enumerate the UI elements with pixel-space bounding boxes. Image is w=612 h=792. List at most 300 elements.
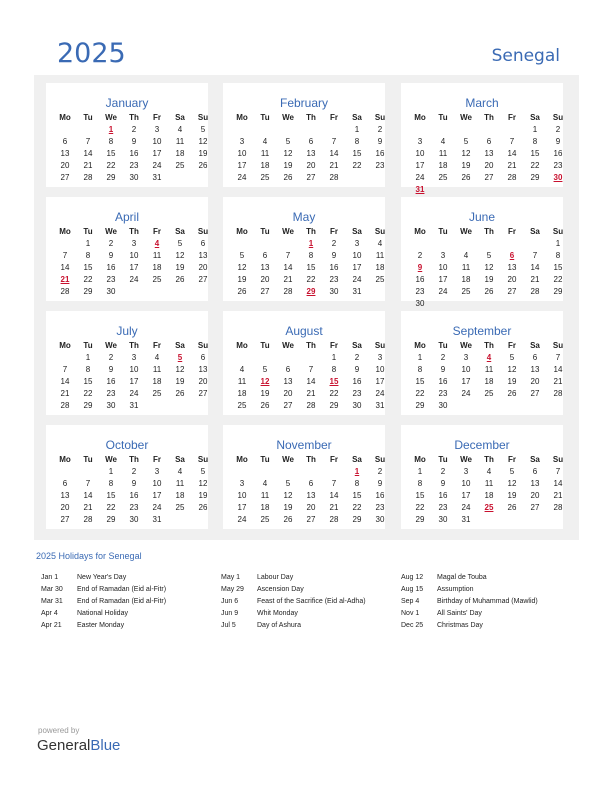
holiday-entry <box>41 610 128 617</box>
day-cell: 24 <box>461 389 471 398</box>
holiday-date: May 29 <box>221 586 244 593</box>
day-cell: 6 <box>62 479 68 488</box>
holiday-entry <box>221 610 298 617</box>
day-cell: 11 <box>175 479 185 488</box>
day-cell: 29 <box>415 401 425 410</box>
month-december <box>401 425 563 529</box>
holiday-name: Easter Monday <box>77 622 125 629</box>
day-cell: 13 <box>484 149 494 158</box>
day-cell: 23 <box>129 161 139 170</box>
day-cell: 10 <box>152 479 162 488</box>
weekday-header: Su <box>374 113 386 122</box>
month-august <box>223 311 385 415</box>
day-cell: 23 <box>129 503 139 512</box>
day-cell: 13 <box>507 263 517 272</box>
day-cell: 17 <box>129 263 139 272</box>
day-cell: 29 <box>553 287 563 296</box>
day-cell: 28 <box>60 287 70 296</box>
day-cell: 29 <box>352 515 362 524</box>
day-cell: 17 <box>152 149 162 158</box>
weekday-header: Mo <box>414 113 426 122</box>
day-cell: 7 <box>331 479 337 488</box>
day-cell: 2 <box>555 125 561 134</box>
day-cell: 26 <box>198 503 208 512</box>
day-cell: 2 <box>417 251 423 260</box>
day-cell: 23 <box>106 389 116 398</box>
day-cell: 27 <box>60 173 70 182</box>
day-cell: 29 <box>415 515 425 524</box>
holiday-entry <box>221 598 366 605</box>
day-cell: 15 <box>106 149 116 158</box>
day-cell: 17 <box>129 377 139 386</box>
month-october <box>46 425 208 529</box>
month-title: October <box>105 438 149 452</box>
day-cell: 25 <box>461 287 471 296</box>
day-cell: 15 <box>530 149 540 158</box>
day-cell: 20 <box>198 263 208 272</box>
weekday-header: Su <box>197 227 209 236</box>
day-cell: 7 <box>509 137 515 146</box>
day-cell: 10 <box>461 479 471 488</box>
weekday-header: Sa <box>352 227 362 236</box>
day-cell: 6 <box>262 251 268 260</box>
day-cell: 7 <box>331 137 337 146</box>
holiday-date: Jun 9 <box>221 610 239 617</box>
day-cell: 8 <box>85 251 91 260</box>
day-cell: 31 <box>129 401 139 410</box>
month-title: July <box>116 324 138 338</box>
day-cell: 4 <box>262 479 268 488</box>
day-cell: 15 <box>415 377 425 386</box>
weekday-header: Su <box>197 455 209 464</box>
holiday-entry <box>221 574 293 581</box>
day-cell: 6 <box>62 137 68 146</box>
weekday-header: Mo <box>59 341 71 350</box>
day-cell: 7 <box>85 137 91 146</box>
holiday-name: Day of Ashura <box>257 622 301 629</box>
weekday-header: We <box>282 455 294 464</box>
day-cell: 26 <box>484 287 494 296</box>
weekday-header: Mo <box>236 227 248 236</box>
holiday-name: All Saints' Day <box>437 610 482 617</box>
day-cell: 1 <box>331 353 337 362</box>
month-title: September <box>452 324 512 338</box>
day-cell: 25 <box>175 503 185 512</box>
day-cell: 31 <box>152 173 162 182</box>
month-february <box>223 83 385 187</box>
day-cell: 26 <box>283 515 293 524</box>
day-cell: 25 <box>260 173 270 182</box>
day-cell: 8 <box>555 251 561 260</box>
day-cell: 8 <box>108 479 114 488</box>
day-cell: 28 <box>507 173 517 182</box>
weekday-header: Th <box>306 227 316 236</box>
holiday-name: End of Ramadan (Eid al-Fitr) <box>77 598 167 605</box>
day-cell: 15 <box>83 263 93 272</box>
day-cell: 4 <box>262 137 268 146</box>
day-cell: 11 <box>375 251 385 260</box>
day-cell: 14 <box>329 491 339 500</box>
day-cell: 3 <box>131 239 137 248</box>
day-cell: 24 <box>375 389 385 398</box>
day-cell: 20 <box>60 161 70 170</box>
day-cell: 25 <box>260 515 270 524</box>
day-cell: 10 <box>152 137 162 146</box>
day-cell: 4 <box>440 137 446 146</box>
day-cell: 16 <box>329 263 339 272</box>
day-cell: 29 <box>106 515 116 524</box>
day-cell: 3 <box>440 251 446 260</box>
holiday-name: End of Ramadan (Eid al-Fitr) <box>77 586 167 593</box>
holiday-day-cell: 25 <box>484 503 494 512</box>
day-cell: 3 <box>377 353 383 362</box>
day-cell: 19 <box>175 377 185 386</box>
holiday-date: Jun 6 <box>221 598 239 605</box>
day-cell: 5 <box>285 479 291 488</box>
day-cell: 28 <box>553 503 563 512</box>
weekday-header: Tu <box>438 113 448 122</box>
weekday-header: Tu <box>260 227 270 236</box>
holiday-day-cell: 31 <box>415 185 425 194</box>
holiday-name: Christmas Day <box>437 622 483 629</box>
month-november <box>223 425 385 529</box>
day-cell: 22 <box>415 389 425 398</box>
day-cell: 6 <box>308 137 314 146</box>
day-cell: 28 <box>83 173 93 182</box>
day-cell: 12 <box>283 149 293 158</box>
holiday-date: Apr 4 <box>41 610 58 617</box>
day-cell: 12 <box>237 263 247 272</box>
brand-logo[interactable] <box>37 737 120 754</box>
day-cell: 10 <box>129 251 139 260</box>
day-cell: 3 <box>417 137 423 146</box>
day-cell: 23 <box>375 161 385 170</box>
day-cell: 29 <box>83 287 93 296</box>
day-cell: 12 <box>283 491 293 500</box>
holiday-entry <box>41 622 124 629</box>
weekday-header: Th <box>129 227 139 236</box>
holiday-entry <box>401 622 483 629</box>
day-cell: 30 <box>106 401 116 410</box>
day-cell: 7 <box>555 467 561 476</box>
day-cell: 5 <box>486 251 492 260</box>
day-cell: 11 <box>152 365 162 374</box>
weekday-header: Sa <box>530 455 540 464</box>
day-cell: 14 <box>306 377 316 386</box>
weekday-header: Fr <box>153 227 161 236</box>
day-cell: 25 <box>175 161 185 170</box>
weekday-header: Th <box>306 341 316 350</box>
day-cell: 16 <box>438 491 448 500</box>
day-cell: 10 <box>237 491 247 500</box>
day-cell: 5 <box>509 467 515 476</box>
weekday-header: Sa <box>352 341 362 350</box>
day-cell: 2 <box>108 353 114 362</box>
day-cell: 22 <box>83 275 93 284</box>
weekday-header: Tu <box>260 455 270 464</box>
day-cell: 9 <box>108 251 114 260</box>
holiday-entry <box>401 598 538 605</box>
holiday-name: Whit Monday <box>257 610 298 617</box>
day-cell: 24 <box>152 503 162 512</box>
day-cell: 9 <box>555 137 561 146</box>
day-cell: 15 <box>306 263 316 272</box>
day-cell: 13 <box>60 149 70 158</box>
day-cell: 24 <box>461 503 471 512</box>
holiday-date: Nov 1 <box>401 610 420 617</box>
day-cell: 29 <box>329 401 339 410</box>
day-cell: 3 <box>239 479 245 488</box>
day-cell: 7 <box>555 353 561 362</box>
weekday-header: Mo <box>414 227 426 236</box>
weekday-header: Tu <box>83 227 93 236</box>
day-cell: 21 <box>329 503 339 512</box>
weekday-header: Tu <box>83 341 93 350</box>
day-cell: 11 <box>260 149 270 158</box>
holiday-entry <box>401 610 482 617</box>
day-cell: 20 <box>198 377 208 386</box>
holiday-day-cell: 4 <box>486 353 492 362</box>
day-cell: 22 <box>329 389 339 398</box>
day-cell: 16 <box>129 149 139 158</box>
day-cell: 16 <box>106 263 116 272</box>
day-cell: 13 <box>198 365 208 374</box>
day-cell: 28 <box>60 401 70 410</box>
day-cell: 13 <box>198 251 208 260</box>
month-title: June <box>468 210 496 224</box>
weekday-header: Su <box>552 113 564 122</box>
day-cell: 2 <box>131 125 137 134</box>
day-cell: 12 <box>461 149 471 158</box>
weekday-header: Mo <box>236 341 248 350</box>
day-cell: 16 <box>129 491 139 500</box>
day-cell: 8 <box>308 251 314 260</box>
holiday-day-cell: 29 <box>306 287 316 296</box>
weekday-header: Fr <box>330 341 338 350</box>
day-cell: 24 <box>152 161 162 170</box>
day-cell: 9 <box>354 365 360 374</box>
day-cell: 29 <box>83 401 93 410</box>
day-cell: 1 <box>532 125 538 134</box>
day-cell: 11 <box>152 251 162 260</box>
day-cell: 2 <box>108 239 114 248</box>
weekday-header: Mo <box>59 455 71 464</box>
day-cell: 16 <box>553 149 563 158</box>
holiday-date: Mar 30 <box>41 586 63 593</box>
day-cell: 24 <box>129 275 139 284</box>
holiday-date: Aug 12 <box>401 574 424 581</box>
day-cell: 12 <box>175 251 185 260</box>
day-cell: 28 <box>283 287 293 296</box>
day-cell: 30 <box>129 173 139 182</box>
day-cell: 20 <box>530 377 540 386</box>
day-cell: 30 <box>415 299 425 308</box>
month-september <box>401 311 563 415</box>
day-cell: 11 <box>175 137 185 146</box>
day-cell: 21 <box>507 161 517 170</box>
day-cell: 20 <box>60 503 70 512</box>
day-cell: 17 <box>237 503 247 512</box>
holiday-date: Aug 15 <box>401 586 424 593</box>
holiday-name: Birthday of Muhammad (Mawlid) <box>437 598 538 605</box>
day-cell: 14 <box>83 491 93 500</box>
day-cell: 21 <box>329 161 339 170</box>
day-cell: 7 <box>532 251 538 260</box>
day-cell: 20 <box>507 275 517 284</box>
day-cell: 19 <box>198 149 208 158</box>
day-cell: 30 <box>438 515 448 524</box>
holiday-day-cell: 21 <box>60 275 70 284</box>
weekday-header: Mo <box>236 455 248 464</box>
day-cell: 7 <box>85 479 91 488</box>
day-cell: 26 <box>507 389 517 398</box>
weekday-header: Sa <box>530 227 540 236</box>
day-cell: 8 <box>354 137 360 146</box>
day-cell: 2 <box>131 467 137 476</box>
day-cell: 23 <box>329 275 339 284</box>
day-cell: 8 <box>417 479 423 488</box>
day-cell: 6 <box>308 479 314 488</box>
day-cell: 16 <box>375 491 385 500</box>
holiday-entry <box>41 598 166 605</box>
day-cell: 24 <box>438 287 448 296</box>
day-cell: 14 <box>507 149 517 158</box>
day-cell: 12 <box>484 263 494 272</box>
weekday-header: Tu <box>260 341 270 350</box>
holiday-name: New Year's Day <box>77 574 127 581</box>
weekday-header: We <box>460 113 472 122</box>
weekday-header: We <box>282 227 294 236</box>
day-cell: 26 <box>507 503 517 512</box>
weekday-header: Su <box>552 227 564 236</box>
day-cell: 2 <box>354 353 360 362</box>
day-cell: 13 <box>283 377 293 386</box>
day-cell: 11 <box>484 479 494 488</box>
day-cell: 27 <box>507 287 517 296</box>
day-cell: 13 <box>260 263 270 272</box>
day-cell: 8 <box>108 137 114 146</box>
day-cell: 19 <box>507 491 517 500</box>
day-cell: 23 <box>438 389 448 398</box>
day-cell: 18 <box>438 161 448 170</box>
day-cell: 20 <box>306 161 316 170</box>
day-cell: 21 <box>283 275 293 284</box>
day-cell: 14 <box>530 263 540 272</box>
weekday-header: Fr <box>330 227 338 236</box>
day-cell: 12 <box>507 365 517 374</box>
day-cell: 19 <box>198 491 208 500</box>
month-june <box>401 197 564 308</box>
weekday-header: Th <box>484 113 494 122</box>
year-title: 2025 <box>57 38 126 69</box>
day-cell: 17 <box>438 275 448 284</box>
day-cell: 26 <box>198 161 208 170</box>
weekday-header: Su <box>197 341 209 350</box>
day-cell: 12 <box>198 479 208 488</box>
weekday-header: Su <box>374 227 386 236</box>
day-cell: 27 <box>306 515 316 524</box>
day-cell: 23 <box>375 503 385 512</box>
day-cell: 9 <box>377 479 383 488</box>
day-cell: 22 <box>352 161 362 170</box>
holiday-date: Sep 4 <box>401 598 420 605</box>
month-title: August <box>285 324 323 338</box>
day-cell: 25 <box>152 389 162 398</box>
holiday-entry <box>221 622 301 629</box>
weekday-header: Tu <box>83 455 93 464</box>
day-cell: 11 <box>438 149 448 158</box>
holiday-day-cell: 9 <box>417 263 423 272</box>
day-cell: 2 <box>377 467 383 476</box>
day-cell: 27 <box>260 287 270 296</box>
day-cell: 8 <box>532 137 538 146</box>
day-cell: 28 <box>553 389 563 398</box>
day-cell: 24 <box>237 173 247 182</box>
weekday-header: Su <box>374 455 386 464</box>
month-title: May <box>292 210 316 224</box>
weekday-header: Sa <box>530 341 540 350</box>
day-cell: 28 <box>329 515 339 524</box>
weekday-header: Fr <box>330 113 338 122</box>
day-cell: 25 <box>375 275 385 284</box>
day-cell: 1 <box>417 467 423 476</box>
day-cell: 19 <box>175 263 185 272</box>
weekday-header: Fr <box>153 341 161 350</box>
day-cell: 12 <box>507 479 517 488</box>
weekday-header: Fr <box>508 455 516 464</box>
weekday-header: Sa <box>175 227 185 236</box>
day-cell: 21 <box>530 275 540 284</box>
day-cell: 10 <box>461 365 471 374</box>
day-cell: 14 <box>553 365 563 374</box>
weekday-header: We <box>460 341 472 350</box>
day-cell: 21 <box>60 389 70 398</box>
weekday-header: Th <box>306 455 316 464</box>
day-cell: 1 <box>108 467 114 476</box>
day-cell: 10 <box>129 365 139 374</box>
day-cell: 1 <box>85 239 91 248</box>
day-cell: 22 <box>530 161 540 170</box>
month-january <box>46 83 208 187</box>
holiday-date: May 1 <box>221 574 241 581</box>
calendar-grid <box>34 75 579 540</box>
weekday-header: Mo <box>414 455 426 464</box>
day-cell: 17 <box>352 263 362 272</box>
day-cell: 19 <box>237 275 247 284</box>
day-cell: 27 <box>530 389 540 398</box>
day-cell: 2 <box>440 467 446 476</box>
day-cell: 20 <box>484 161 494 170</box>
day-cell: 18 <box>484 377 494 386</box>
day-cell: 30 <box>329 287 339 296</box>
day-cell: 6 <box>200 353 206 362</box>
day-cell: 11 <box>260 491 270 500</box>
month-title: April <box>114 210 139 224</box>
day-cell: 13 <box>60 491 70 500</box>
day-cell: 9 <box>331 251 337 260</box>
country-title: Senegal <box>491 46 560 66</box>
day-cell: 15 <box>415 491 425 500</box>
weekday-header: Sa <box>175 113 185 122</box>
day-cell: 4 <box>377 239 383 248</box>
holiday-entry <box>221 586 304 593</box>
holiday-date: Mar 31 <box>41 598 63 605</box>
day-cell: 30 <box>438 401 448 410</box>
day-cell: 11 <box>484 365 494 374</box>
weekday-header: Fr <box>508 113 516 122</box>
day-cell: 9 <box>377 137 383 146</box>
day-cell: 22 <box>352 503 362 512</box>
